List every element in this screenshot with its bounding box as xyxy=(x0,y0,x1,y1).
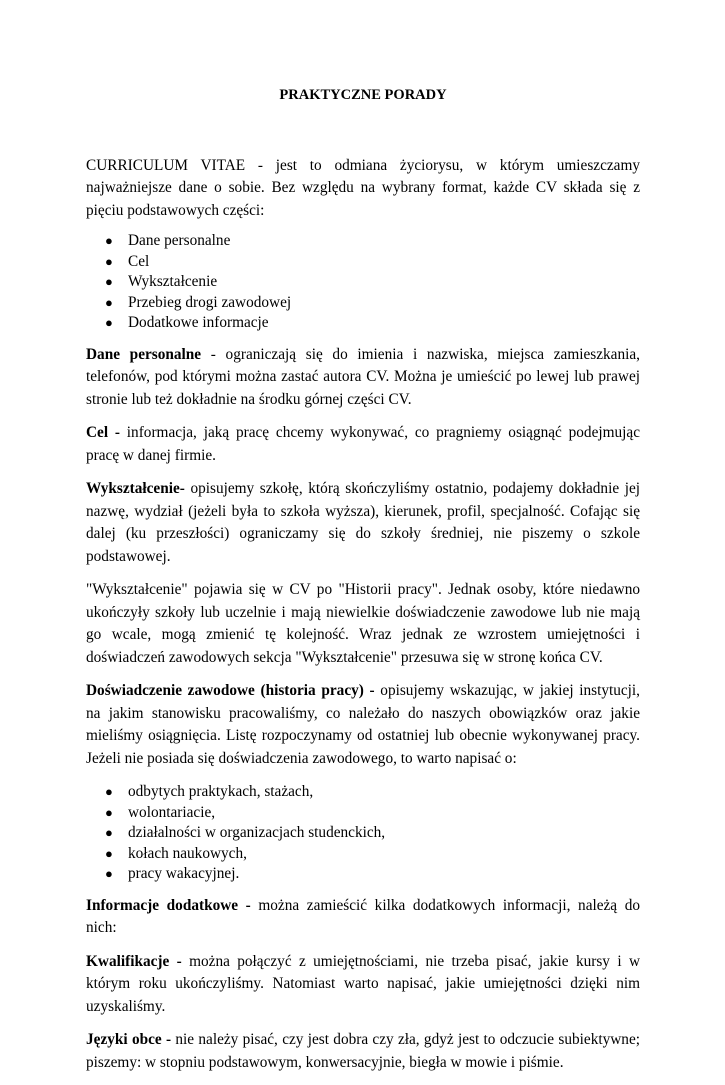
bullet-icon: ● xyxy=(105,784,113,799)
section-label: Doświadczenie zawodowe (historia pracy) - xyxy=(86,682,375,699)
section-label: Cel - xyxy=(86,424,120,441)
list-item: ● kołach naukowych, xyxy=(86,844,640,865)
section-label: Informacje dodatkowe - xyxy=(86,896,251,914)
bullet-icon: ● xyxy=(105,866,113,881)
bullet-icon: ● xyxy=(105,233,113,248)
cv-sections-list xyxy=(86,231,640,334)
bullet-icon: ● xyxy=(105,825,113,840)
list-item: ● działalności w organizacjach studenckich, xyxy=(86,823,640,844)
doswiadczenie-paragraph: Doświadczenie zawodowe (historia pracy) - opisujemy wskazując, w jakiej instytucji, na jakim stanowisku pracowaliśmy, co należało do naszych obowiązków oraz jakie mieliśmy osiągnięcia. Listę rozpoczynamy od ostatniej lub obecnie wykonywanej pracy. Jeżeli nie posiada się doświadczenia zawodowego, to warto napisać o: xyxy=(86,682,641,767)
bullet-icon: ● xyxy=(105,315,113,330)
list-item: ● odbytych praktykach, stażach, xyxy=(86,782,640,803)
informacje-dodatkowe-paragraph: Informacje dodatkowe - można zamieścić kilka dodatkowych informacji, należą do nich: xyxy=(86,896,641,936)
jezyki-obce-paragraph: Języki obce - nie należy pisać, czy jest dobra czy zła, gdyż jest to odczucie subiektywne; piszemy: w stopniu podstawowym, konwersacyjnie, biegła w mowie i piśmie. xyxy=(86,1031,640,1071)
section-label: Wykształcenie- xyxy=(86,480,185,497)
list-item: ● pracy wakacyjnej. xyxy=(86,864,640,885)
kolejnosc-paragraph: "Wykształcenie" pojawia się w CV po "Historii pracy". Jednak osoby, które niedawno ukończyły szkoły lub uczelnie i mają niewielkie doświadczenie zawodowe lub nie mają go wcale, mogą zmienić tę kolejność. Wraz jednak ze wzrostem umiejętności i doświadczeń zawodowych sekcja "Wykształcenie" przesuwa się w stronę końca CV. xyxy=(86,581,640,666)
bullet-icon: ● xyxy=(105,845,113,861)
section-label: Kwalifikacje - xyxy=(86,952,182,970)
list-item: ● wolontariacie, xyxy=(86,803,640,824)
list-item: ● Dane personalne xyxy=(86,231,640,252)
list-item: ● Cel xyxy=(86,252,640,273)
cel-paragraph: Cel - informacja, jaką pracę chcemy wykonywać, co pragniemy osiągnąć podejmując pracę w danej firmie. xyxy=(86,424,640,464)
bullet-icon: ● xyxy=(105,253,113,269)
section-label: Dane personalne xyxy=(86,345,202,363)
page-title: PRAKTYCZNE PORADY xyxy=(279,87,447,103)
experience-list xyxy=(86,782,640,885)
dane-personalne-paragraph: Dane personalne - ograniczają się do imienia i nazwiska, miejsca zamieszkania, telefonów, pod którymi można zastać autora CV. Można je umieścić po lewej lub prawej stronie lub też dokładnie na środku górnej części CV. xyxy=(86,345,640,408)
document-page xyxy=(86,84,640,1085)
list-item: ● Dodatkowe informacje xyxy=(86,313,640,334)
bullet-icon: ● xyxy=(105,274,113,289)
intro-paragraph: CURRICULUM VITAE - jest to odmiana życiorysu, w którym umieszczamy najważniejsze dane o sobie. Bez względu na wybrany format, każde CV składa się z pięciu podstawowych części: xyxy=(86,156,640,219)
bullet-icon: ● xyxy=(105,804,113,820)
section-label: Języki obce - xyxy=(86,1031,172,1048)
list-item: ● Przebieg drogi zawodowej xyxy=(86,293,640,314)
list-item: ● Wykształcenie xyxy=(86,272,640,293)
kwalifikacje-paragraph: Kwalifikacje - można połączyć z umiejętnościami, nie trzeba pisać, jakie kursy i w którym roku ukończyliśmy. Natomiast warto napisać, jakie umiejętności dzięki nim uzyskaliśmy. xyxy=(86,952,640,1015)
wyksztalcenie-paragraph: Wykształcenie- opisujemy szkołę, którą skończyliśmy ostatnio, podajemy dokładnie jej nazwę, wydział (jeżeli była to szkoła wyższa), kierunek, profil, specjalność. Cofając się dalej (ku przeszłości) ograniczamy się do szkoły średniej, nie piszemy o szkole podstawowej. xyxy=(86,480,640,565)
bullet-icon: ● xyxy=(105,294,113,310)
